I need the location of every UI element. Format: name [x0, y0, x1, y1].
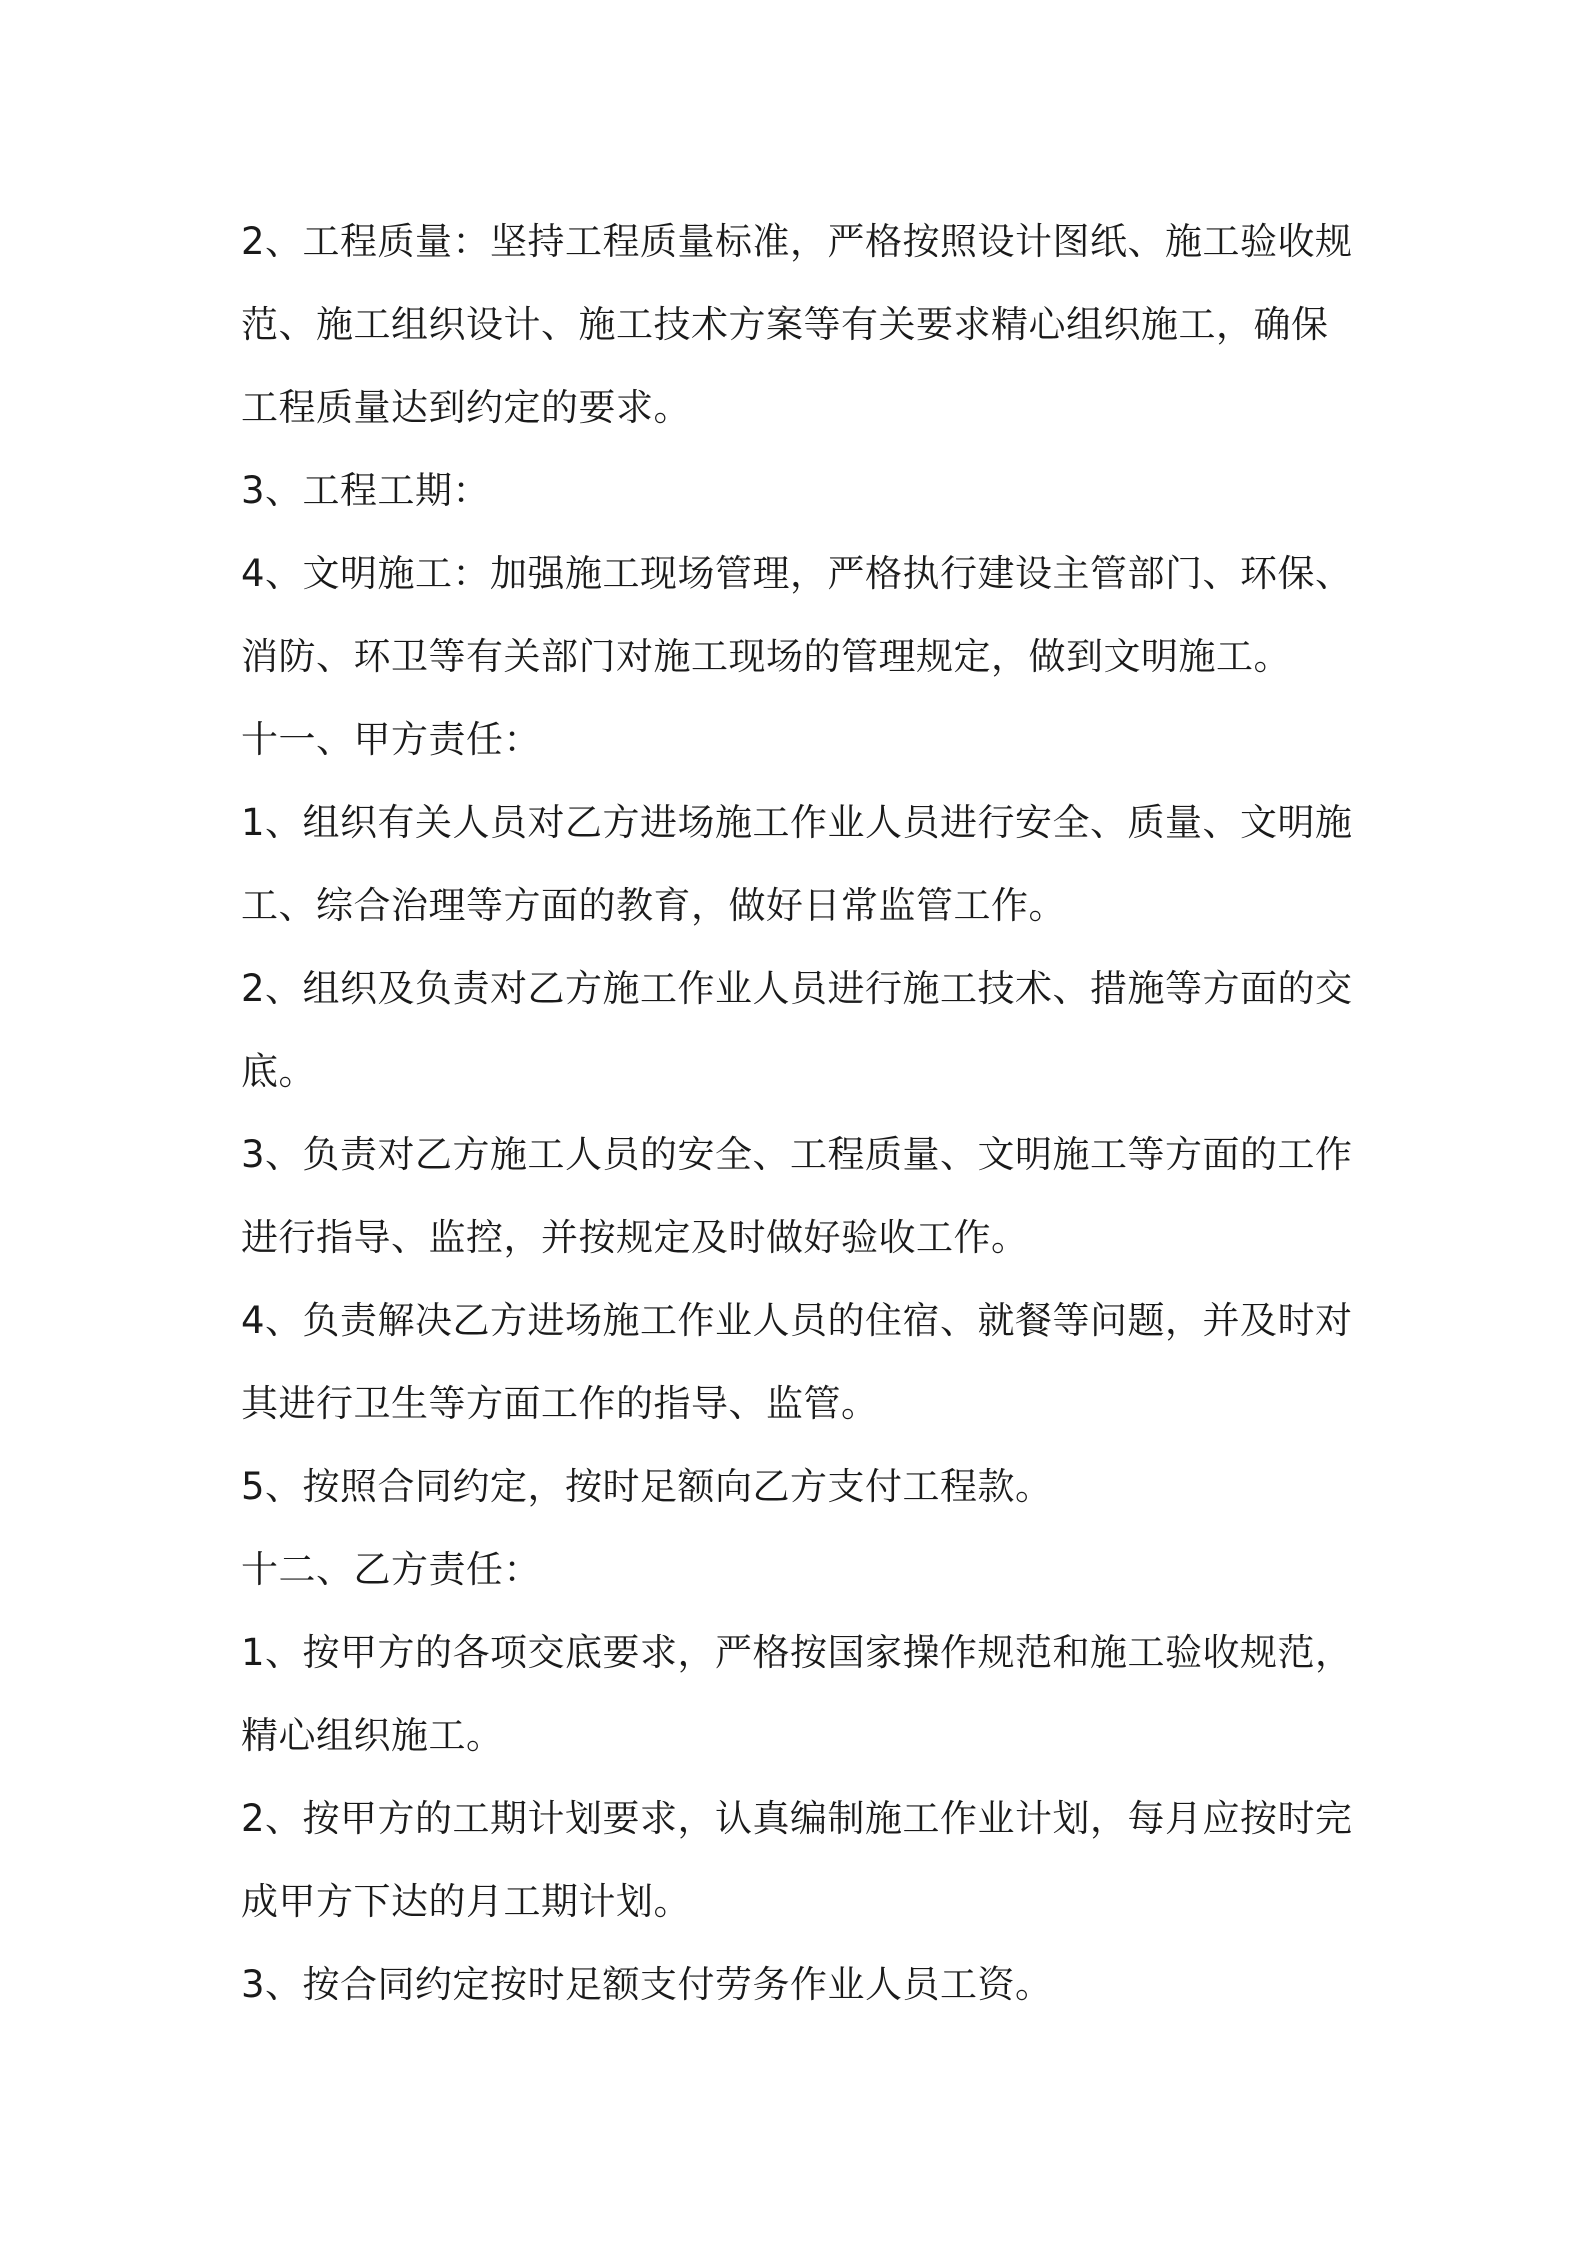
party-a-item-1: 1、组织有关人员对乙方进场施工作业人员进行安全、质量、文明施工、综合治理等方面的教育，做好日常监管工作。	[241, 801, 1353, 927]
section-heading-party-a: 十一、甲方责任：	[241, 718, 541, 761]
party-a-item-2: 2、组织及负责对乙方施工作业人员进行施工技术、措施等方面的交底。	[241, 967, 1353, 1093]
document-body	[241, 200, 1361, 2026]
party-a-item-5: 5、按照合同约定，按时足额向乙方支付工程款。	[241, 1465, 1053, 1508]
party-a-item-3: 3、负责对乙方施工人员的安全、工程质量、文明施工等方面的工作进行指导、监控，并按规定及时做好验收工作。	[241, 1133, 1353, 1259]
party-b-item-2: 2、按甲方的工期计划要求，认真编制施工作业计划，每月应按时完成甲方下达的月工期计划。	[241, 1797, 1353, 1923]
clause-schedule: 3、工程工期：	[241, 469, 491, 512]
party-b-item-1: 1、按甲方的各项交底要求，严格按国家操作规范和施工验收规范，精心组织施工。	[241, 1631, 1353, 1757]
clause-civilized-construction: 4、文明施工：加强施工现场管理，严格执行建设主管部门、环保、消防、环卫等有关部门对施工现场的管理规定，做到文明施工。	[241, 552, 1353, 678]
party-a-item-4: 4、负责解决乙方进场施工作业人员的住宿、就餐等问题，并及时对其进行卫生等方面工作的指导、监管。	[241, 1299, 1353, 1425]
party-b-item-3: 3、按合同约定按时足额支付劳务作业人员工资。	[241, 1963, 1053, 2006]
section-heading-party-b: 十二、乙方责任：	[241, 1548, 541, 1591]
clause-quality: 2、工程质量：坚持工程质量标准，严格按照设计图纸、施工验收规范、施工组织设计、施工技术方案等有关要求精心组织施工，确保工程质量达到约定的要求。	[241, 220, 1353, 429]
